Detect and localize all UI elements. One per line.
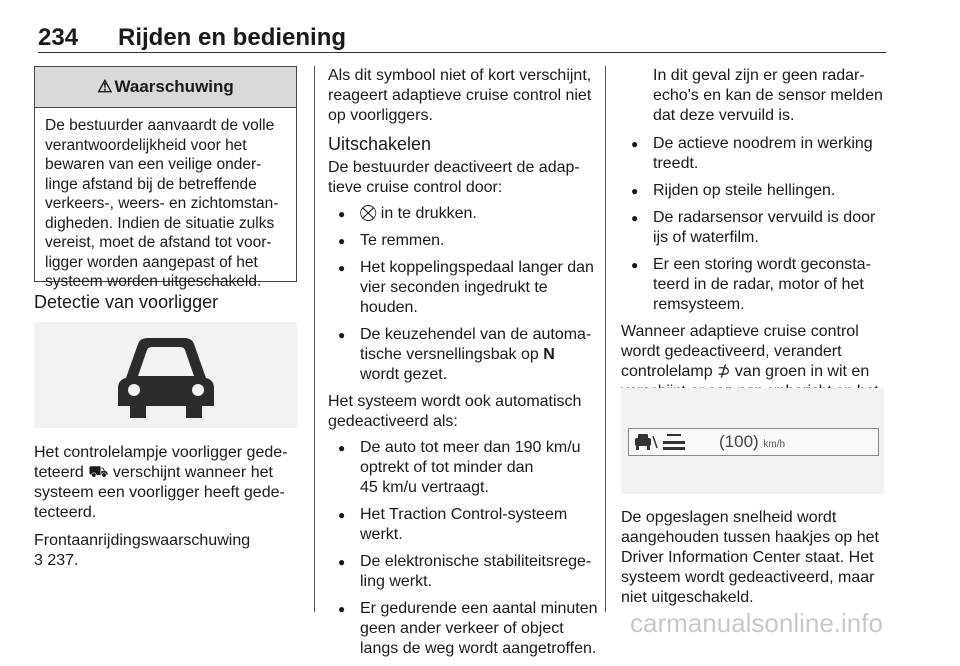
text-line: De opgeslagen snelheid wordt (621, 509, 837, 526)
text-line: geen ander verkeer of object (360, 620, 564, 637)
text-line: Als dit symbool niet of kort verschijnt, (328, 67, 592, 84)
text-line: niet uitgeschakeld. (621, 589, 754, 606)
column-2 (328, 66, 598, 666)
warning-line: ligger worden aangepast of het (45, 253, 258, 271)
list-item (328, 438, 598, 498)
cruise-cancel-icon: ⛒ (360, 205, 377, 222)
text-line: treedt. (653, 155, 699, 172)
paragraph-continued (621, 66, 889, 126)
list-item (328, 204, 598, 224)
text-line: teerd in de radar, motor of het (653, 276, 864, 293)
paragraph-auto (328, 392, 598, 432)
paragraph-vehicle-ahead (34, 443, 302, 523)
paragraph-saved-speed (621, 508, 889, 608)
text-fragment: teteerd (34, 464, 84, 481)
warning-line: systeem worden uitgeschakeld. (45, 273, 262, 290)
warning-line: vereist, moet de afstand tot voor- (45, 234, 272, 251)
page-header (38, 22, 886, 53)
section-title-detection: Detectie van voorligger (34, 292, 219, 312)
text-line: ● Het Traction Control-systeem (360, 506, 568, 523)
page-title: Rijden en bediening (118, 24, 347, 51)
vehicle-ahead-illustration (34, 322, 297, 428)
warning-line: bewaren van een veilige onder- (45, 156, 262, 173)
text-line: In dit geval zijn er geen radar- (653, 67, 865, 84)
watermark: carmanualsonline.info (630, 608, 883, 638)
warning-line: verkeers-, weers- en zichtomstan- (45, 195, 279, 212)
paragraph-reference (34, 531, 302, 571)
text-line: aangehouden tussen haakjes op het (621, 529, 879, 546)
list-item (328, 231, 598, 251)
text-line: op voorliggers. (328, 107, 433, 124)
gear-position-label: N (543, 346, 555, 363)
vehicle-ahead-icon (34, 322, 297, 428)
text-line: 45 km/u vertraagt. (360, 479, 489, 496)
text-fragment: van groen in wit en (734, 363, 870, 380)
text-line: houden. (360, 299, 418, 316)
auto-deactivate-list (328, 438, 598, 659)
text-fragment: Te remmen. (360, 232, 445, 249)
text-line: ● De radarsensor vervuild is door (653, 209, 876, 226)
page-reference-link[interactable]: 3 237. (34, 552, 79, 569)
text-line: wordt gezet. (360, 366, 448, 383)
text-line: ● De actieve noodrem in werking (653, 135, 873, 152)
text-fragment: verschijnt wanneer het (112, 464, 273, 481)
warning-triangle-icon: ⚠ (97, 77, 113, 96)
text-line (621, 362, 889, 382)
list-item (621, 134, 889, 174)
text-line: tieve cruise control door: (328, 179, 503, 196)
text-fragment: controlelamp (621, 363, 713, 380)
text-line: optrekt of tot minder dan (360, 459, 534, 476)
text-line: Het systeem wordt ook automatisch (328, 393, 582, 410)
warning-line: verantwoordelijkheid voor het (45, 136, 247, 154)
warning-line: linge afstand bij de betreffende (45, 175, 257, 193)
warning-header (35, 67, 296, 108)
text-line: reageert adaptieve cruise control niet (328, 87, 592, 104)
text-line: Frontaanrijdingswaarschuwing (34, 532, 251, 549)
column-divider (314, 66, 315, 612)
text-line: tecteerd. (34, 504, 97, 521)
set-speed-readout (719, 432, 785, 452)
text-line: ● De auto tot meer dan 190 km/u (360, 439, 581, 456)
text-line: De bestuurder deactiveert de adap- (328, 159, 580, 176)
page-number: 234 (38, 24, 79, 51)
column-1-text (34, 443, 302, 579)
vehicle-radar-icon (633, 430, 693, 454)
speed-unit: km/h (763, 439, 786, 450)
warning-line: digheden. Indien de situatie zulks (45, 214, 275, 232)
text-line: ● Het koppelingspedaal langer dan (360, 259, 594, 276)
paragraph-deactivate (328, 158, 598, 198)
text-line: systeem een voorligger heeft gede- (34, 484, 285, 501)
text-line: ● De keuzehendel van de automa- (360, 326, 592, 343)
warning-heading: Waarschuwing (114, 77, 234, 96)
text-line: vier seconden ingedrukt te (360, 279, 548, 296)
text-line: ling werkt. (360, 573, 433, 590)
column-divider (605, 66, 606, 612)
text-line: Wanneer adaptieve cruise control (621, 323, 859, 340)
warning-text (35, 108, 296, 292)
list-item (328, 552, 598, 592)
text-line (34, 463, 302, 483)
warning-line: De bestuurder aanvaardt de volle (45, 117, 275, 134)
text-line: Het controlelampje voorligger gede- (34, 444, 288, 461)
text-line: gedeactiveerd als: (328, 413, 458, 430)
text-line: remsysteem. (653, 296, 745, 313)
column-3 (621, 66, 889, 430)
text-line: ● De elektronische stabiliteitsrege- (360, 553, 592, 570)
text-line: systeem wordt gedeactiveerd, maar (621, 569, 875, 586)
text-line: ● Er gedurende een aantal minuten (360, 600, 598, 617)
adaptive-cruise-icon: ⊅ (717, 363, 731, 380)
list-item (621, 181, 889, 201)
warning-box (34, 66, 297, 290)
text-line: ● Rijden op steile hellingen. (653, 182, 836, 199)
text-line: werkt. (360, 526, 403, 543)
text-fragment: in te drukken. (380, 205, 477, 222)
text-line: dat deze vervuild is. (653, 107, 795, 124)
list-item (328, 325, 598, 385)
text-fragment: tische versnellingsbak op (360, 346, 539, 363)
list-item (621, 255, 889, 315)
column-3-bottom (621, 508, 889, 616)
conditions-list (621, 134, 889, 315)
vehicle-ahead-icon: ⛟ (88, 464, 109, 481)
list-item (328, 599, 598, 659)
section-title-deactivate: Uitschakelen (328, 134, 432, 154)
text-line: ijs of waterfilm. (653, 229, 759, 246)
list-item (621, 208, 889, 248)
text-line: Driver Information Center staat. Het (621, 549, 874, 566)
text-line (360, 345, 598, 365)
text-line: langs de weg wordt aangetroffen. (360, 640, 597, 657)
list-item (328, 258, 598, 318)
deactivate-list (328, 204, 598, 385)
dic-speed-display (628, 428, 879, 456)
text-line: wordt gedeactiveerd, verandert (621, 343, 842, 360)
set-speed-value: (100) (719, 432, 759, 451)
text-line: ● Er een storing wordt geconsta- (653, 256, 871, 273)
paragraph-intro (328, 66, 598, 126)
column-1 (34, 292, 302, 312)
list-item (328, 505, 598, 545)
text-line: echo's en kan de sensor melden (653, 87, 883, 104)
